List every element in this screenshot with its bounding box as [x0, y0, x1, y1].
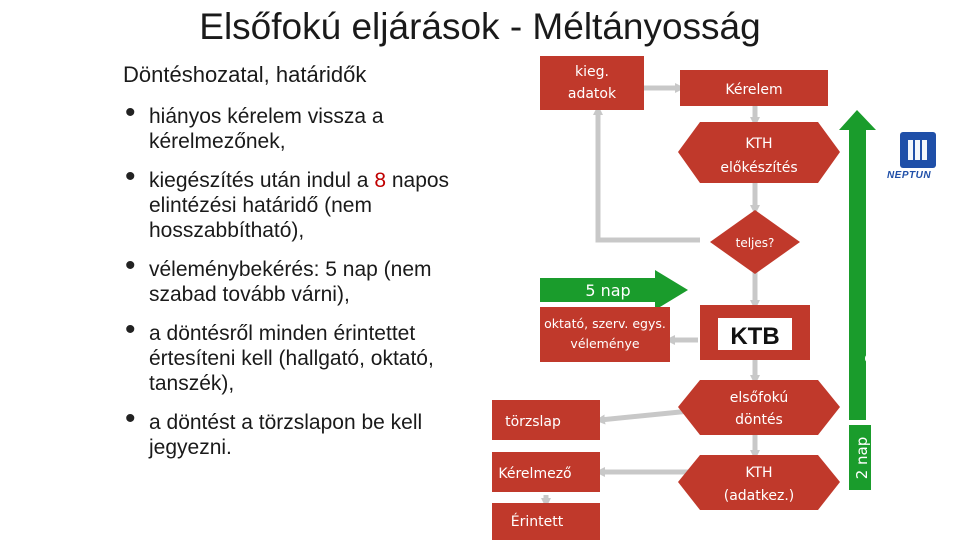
eight-nap-label: 8 nap	[862, 320, 880, 364]
ktb-label: KTB	[730, 323, 780, 350]
five-nap-label: 5 nap	[585, 281, 631, 300]
teljes-label: teljes?	[735, 236, 775, 250]
bullet-item: • a döntést a törzslapon be kell jegyezni.	[123, 410, 503, 460]
eight-nap-arrow	[839, 110, 876, 420]
igen-label: igen	[780, 286, 810, 301]
two-nap-label: 2 nap	[853, 436, 871, 480]
bullet-item: • a döntésről minden érintettet értesíteni kell (hallgató, oktató, tanszék),	[123, 321, 503, 396]
neptun-logo-icon	[900, 132, 936, 168]
kth-prep-label-2: előkészítés	[720, 160, 798, 176]
kth-adat-label-2: (adatkez.)	[723, 488, 795, 504]
bullet-item: • hiányos kérelem vissza a kérelmezőnek,	[123, 104, 503, 154]
nem-label: nem	[663, 222, 693, 237]
bullet-item: • véleménybekérés: 5 nap (nem szabad tovább várni),	[123, 257, 503, 307]
kerelem-label: Kérelem	[725, 82, 783, 98]
neptun-logo-text: NEPTUN	[886, 170, 932, 181]
elsofoku-label-1: elsőfokú	[729, 390, 789, 406]
velemeny-label-2: véleménye	[570, 336, 640, 351]
kerelmezo-label: Kérelmező	[498, 466, 572, 482]
neptun-logo	[880, 130, 938, 186]
erintett-label: Érintett	[510, 514, 564, 530]
bullet-item: • kiegészítés után indul a 8 napos elintézési határidő (nem hosszabbítható),	[123, 168, 503, 243]
kieg-label-2: adatok	[567, 86, 617, 102]
kieg-label-1: kieg.	[575, 64, 609, 80]
velemeny-label-1: oktató, szerv. egys.	[544, 316, 666, 331]
torzslap-label: törzslap	[505, 414, 561, 430]
page-title: Elsőfokú eljárások - Méltányosság	[199, 6, 761, 47]
page-subtitle: Döntéshozatal, határidők	[123, 62, 367, 87]
kth-prep-label-1: KTH	[745, 136, 773, 152]
kth-adat-label-1: KTH	[745, 465, 773, 481]
elsofoku-label-2: döntés	[735, 412, 783, 428]
